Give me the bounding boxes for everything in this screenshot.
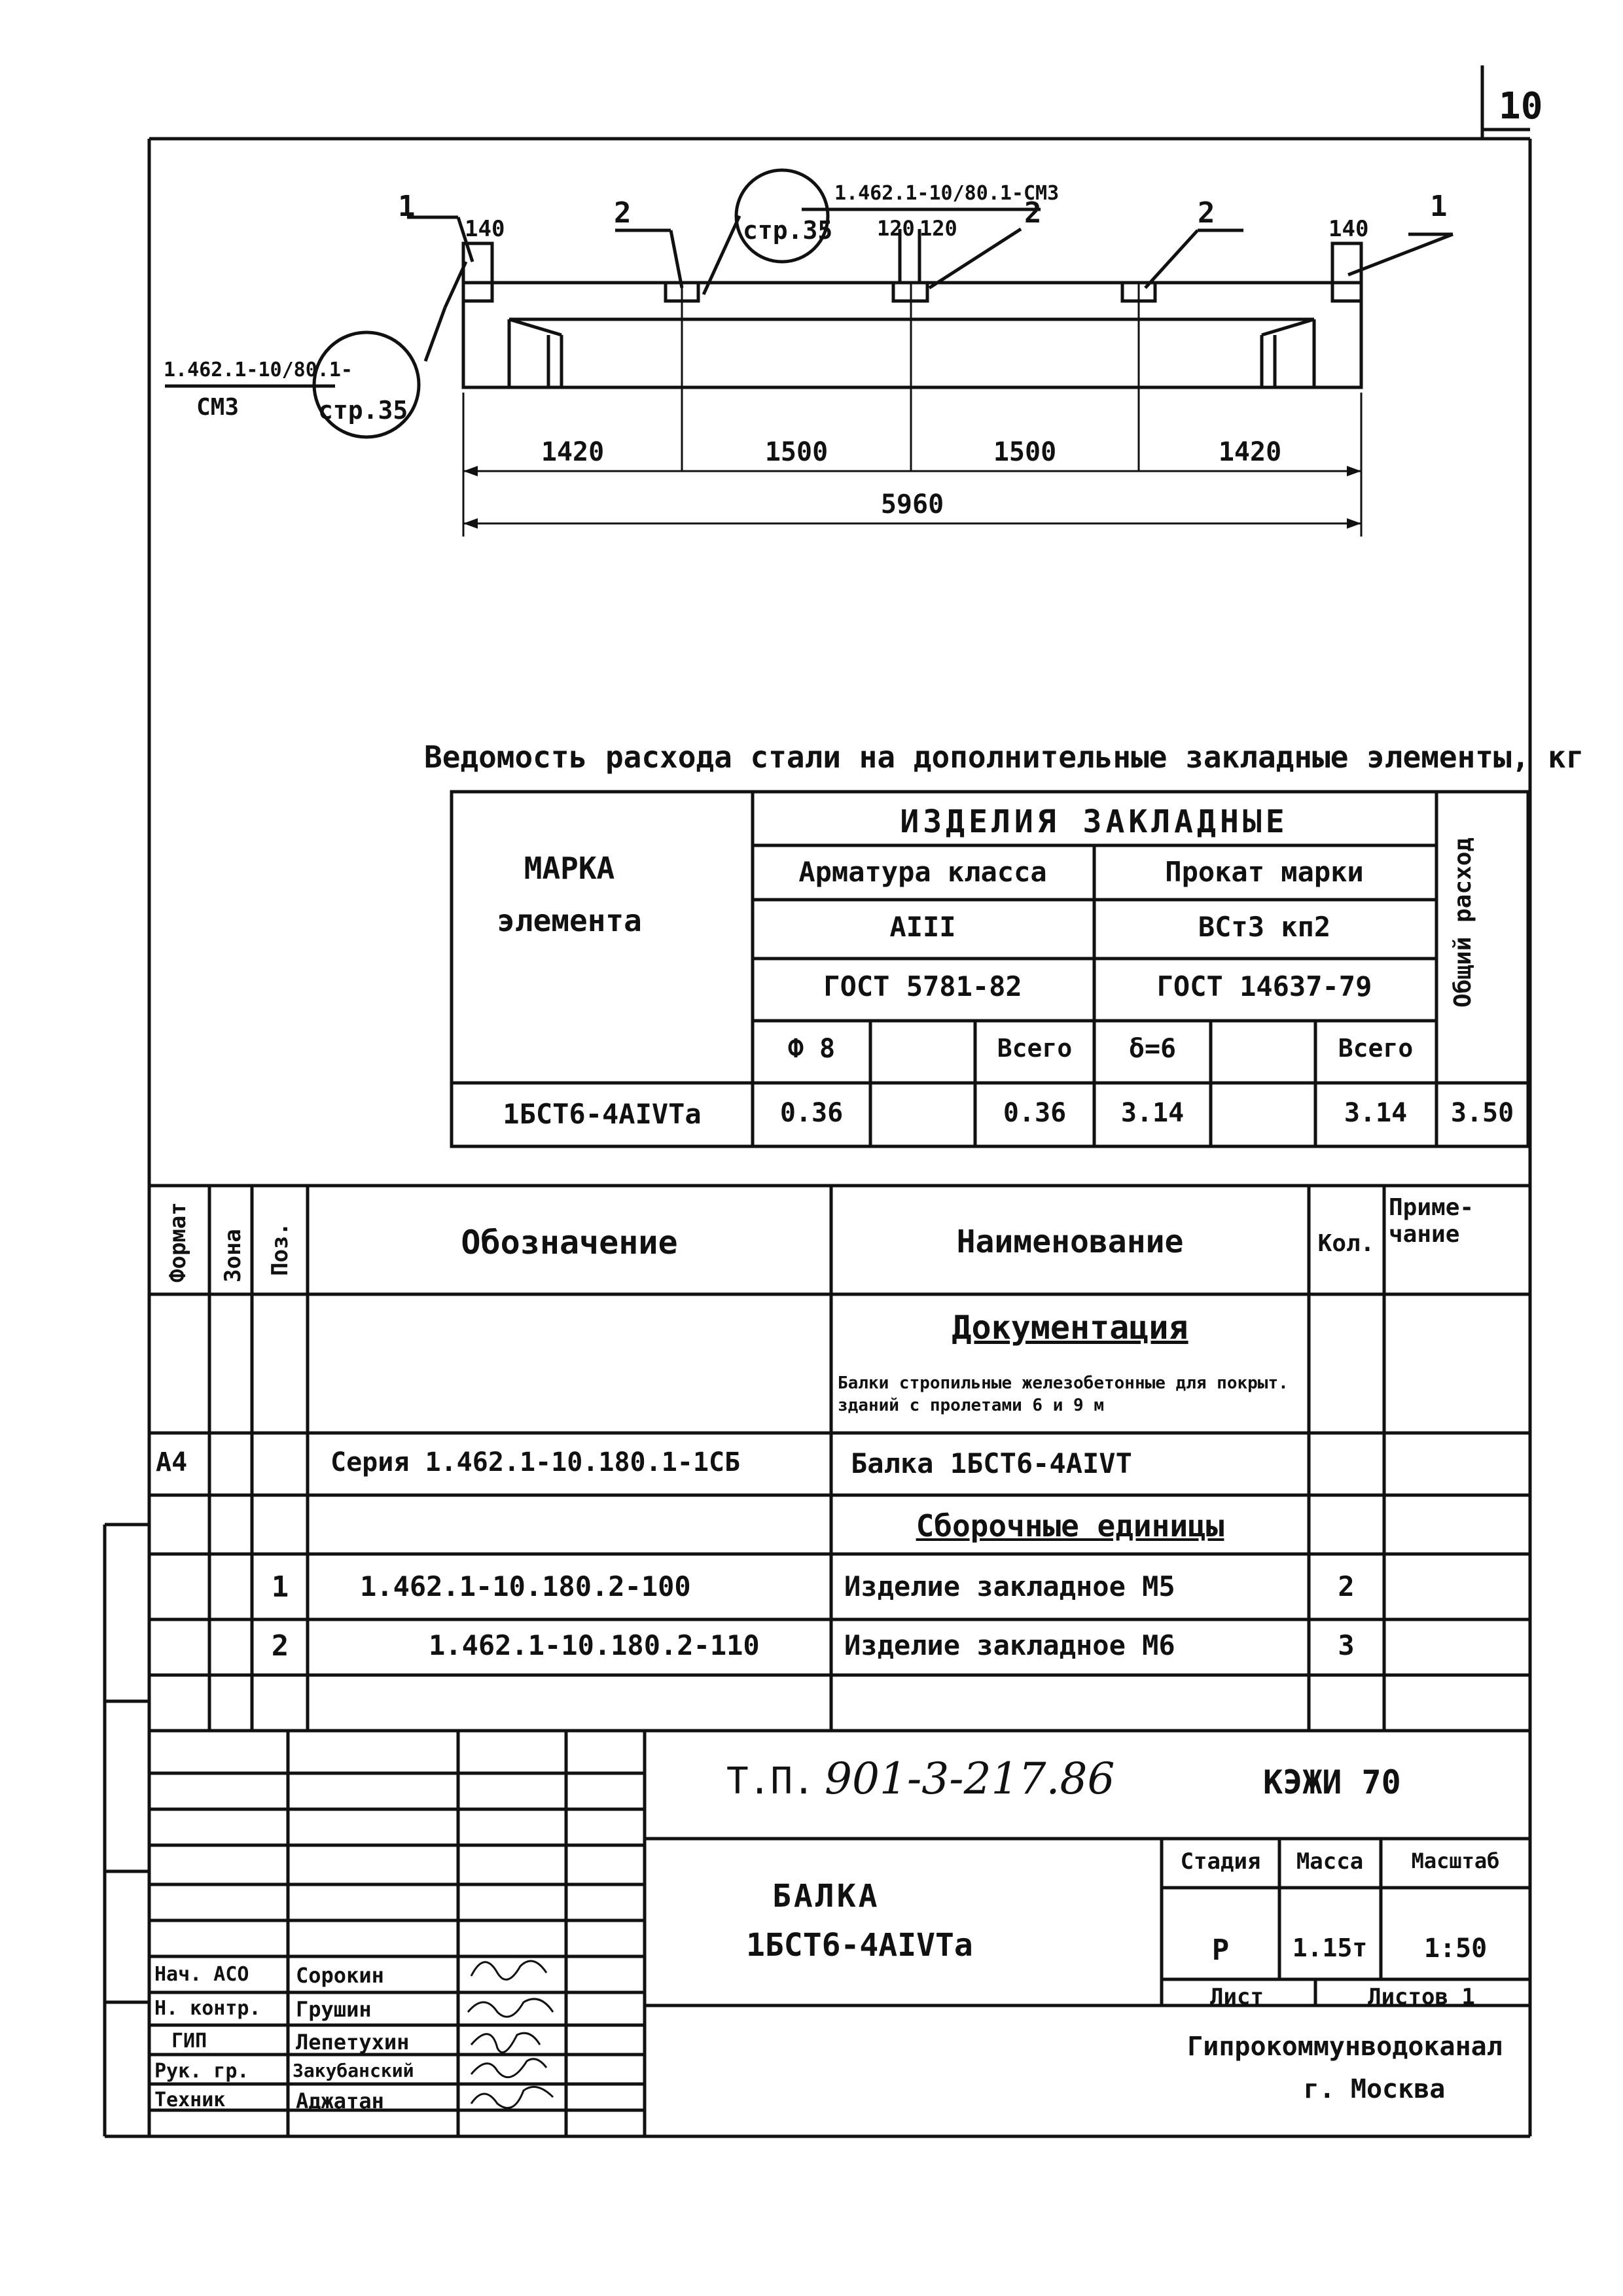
sig-name-2: Грушин xyxy=(296,1997,372,2022)
mass-label: Масса xyxy=(1296,1848,1364,1875)
rebar-class: АIII xyxy=(889,911,956,943)
signature-4 xyxy=(471,2059,546,2077)
callout-pos1-right: 1 xyxy=(1430,190,1448,223)
spec-header-note: Приме-чание xyxy=(1389,1194,1474,1248)
ref-left-doc: 1.462.1-10/80.1- xyxy=(164,359,353,381)
spec-row-pos-2: 2 xyxy=(271,1629,289,1663)
spec-header-designation: Обозначение xyxy=(461,1224,678,1262)
dim-140-right: 140 xyxy=(1329,216,1369,242)
dim-span-4: 1420 xyxy=(1218,437,1282,467)
spec-header-qty: Кол. xyxy=(1317,1230,1375,1257)
callout-pos2-a: 2 xyxy=(614,196,632,230)
sig-name-4: Закубанский xyxy=(293,2060,414,2081)
dim-span-3: 1500 xyxy=(993,437,1057,467)
spec-row-name-1: Изделие закладное М5 xyxy=(844,1570,1175,1602)
stage-label: Стадия xyxy=(1180,1848,1261,1875)
row-rolled-1: 3.14 xyxy=(1120,1098,1185,1128)
dim-120-b: 120 xyxy=(919,216,957,241)
rolled-total-header: Всего xyxy=(1338,1034,1414,1063)
sig-role-4: Рук. гр. xyxy=(154,2060,249,2083)
row-mark: 1БСТ6-4АIVТа xyxy=(503,1098,702,1130)
mark-header-1: МАРКА xyxy=(524,851,615,886)
org-line2: г. Москва xyxy=(1303,2074,1446,2104)
rolled-col1: δ=6 xyxy=(1128,1034,1177,1064)
sig-role-3: ГИП xyxy=(171,2030,207,2053)
mass-value: 1.15т xyxy=(1292,1934,1368,1962)
ref-left-page: стр.35 xyxy=(318,396,408,425)
sig-role-5: Техник xyxy=(154,2089,226,2111)
sig-name-5: Аджатан xyxy=(296,2089,384,2113)
spec-row-qty-1: 2 xyxy=(1338,1570,1355,1602)
dim-total: 5960 xyxy=(880,489,944,520)
rolled-mark: ВСт3 кп2 xyxy=(1198,911,1331,943)
rolled-gost: ГОСТ 14637-79 xyxy=(1156,970,1372,1002)
title-name-line2: 1БСТ6-4АIVТа xyxy=(746,1927,973,1964)
sig-role-2: Н. контр. xyxy=(154,1997,261,2020)
rebar-total-header: Всего xyxy=(997,1034,1073,1063)
row-rebar-total: 0.36 xyxy=(1003,1098,1067,1128)
scale-label: Масштаб xyxy=(1411,1848,1500,1873)
dim-span-1: 1420 xyxy=(541,437,605,467)
spec-row-designation-1: 1.462.1-10.180.2-100 xyxy=(360,1570,691,1602)
sheets-label: Листов 1 xyxy=(1368,1984,1475,2010)
title-doc-code: КЭЖИ 70 xyxy=(1263,1763,1401,1801)
callout-pos2-b: 2 xyxy=(1024,196,1042,230)
signature-3 xyxy=(471,2033,540,2053)
row-rebar-1: 0.36 xyxy=(779,1098,844,1128)
spec-row-series-designation: Серия 1.462.1-10.180.1-1СБ xyxy=(330,1447,741,1477)
dim-span-2: 1500 xyxy=(764,437,829,467)
spec-header-name: Наименование xyxy=(956,1224,1184,1260)
spec-header-zone: Зона xyxy=(220,1229,246,1282)
ref-top-page: стр.35 xyxy=(743,216,833,245)
spec-row-pos-1: 1 xyxy=(271,1570,289,1604)
row-rolled-total: 3.14 xyxy=(1344,1098,1408,1128)
stage-value: Р xyxy=(1211,1934,1230,1967)
rolled-mark-header: Прокат марки xyxy=(1165,856,1364,888)
sig-name-1: Сорокин xyxy=(296,1963,384,1988)
ref-top-doc: 1.462.1-10/80.1-СМ3 xyxy=(834,182,1060,205)
spec-row-assembly-units: Сборочные единицы xyxy=(916,1508,1224,1544)
dim-140-left: 140 xyxy=(465,216,505,242)
callout-pos2-c: 2 xyxy=(1198,196,1215,230)
dim-120-a: 120 xyxy=(877,216,915,241)
row-overall: 3.50 xyxy=(1450,1098,1514,1128)
spec-row-designation-2: 1.462.1-10.180.2-110 xyxy=(429,1629,760,1661)
spec-row-beams-desc: Балки стропильные железобетонные для покрыт. зданий с пролетами 6 и 9 м xyxy=(838,1373,1289,1415)
rebar-col1: Ф 8 xyxy=(787,1034,836,1064)
spec-row-qty-2: 3 xyxy=(1338,1629,1355,1661)
spec-row-format-a4: А4 xyxy=(156,1447,188,1477)
org-line1: Гипрокоммунводоканал xyxy=(1187,2032,1503,2062)
spec-row-beam-name: Балка 1БСТ6-4АIVТ xyxy=(851,1447,1132,1479)
callout-pos1-left: 1 xyxy=(398,190,416,223)
ref-left-doc-line2: СМ3 xyxy=(196,394,240,421)
overall-consumption-header: Общий расход xyxy=(1450,837,1476,1008)
rebar-gost: ГОСТ 5781-82 xyxy=(823,970,1022,1002)
title-doc-number: 901-3-217.86 xyxy=(825,1754,1115,1804)
steel-table-title: Ведомость расхода стали на дополнительные закладные элементы, кг xyxy=(424,739,1584,775)
embedded-items-header: ИЗДЕЛИЯ ЗАКЛАДНЫЕ xyxy=(900,804,1289,840)
title-name-line1: БАЛКА xyxy=(772,1878,880,1915)
spec-header-format: Формат xyxy=(165,1202,191,1282)
sig-name-3: Лепетухин xyxy=(296,2030,410,2055)
spec-header-pos: Поз. xyxy=(267,1222,293,1276)
title-doc-prefix: Т.П. xyxy=(726,1760,815,1803)
spec-row-name-2: Изделие закладное М6 xyxy=(844,1629,1175,1661)
sig-role-1: Нач. АСО xyxy=(154,1963,249,1986)
page-number: 10 xyxy=(1499,85,1543,128)
sheet-label: Лист xyxy=(1210,1984,1264,2010)
mark-header-2: элемента xyxy=(497,903,642,938)
rebar-class-header: Арматура класса xyxy=(798,856,1047,888)
spec-row-documentation: Документация xyxy=(952,1309,1188,1347)
signature-5 xyxy=(471,2087,553,2108)
signature-2 xyxy=(468,1999,553,2017)
scale-value: 1:50 xyxy=(1423,1934,1488,1964)
signature-1 xyxy=(471,1961,546,1979)
